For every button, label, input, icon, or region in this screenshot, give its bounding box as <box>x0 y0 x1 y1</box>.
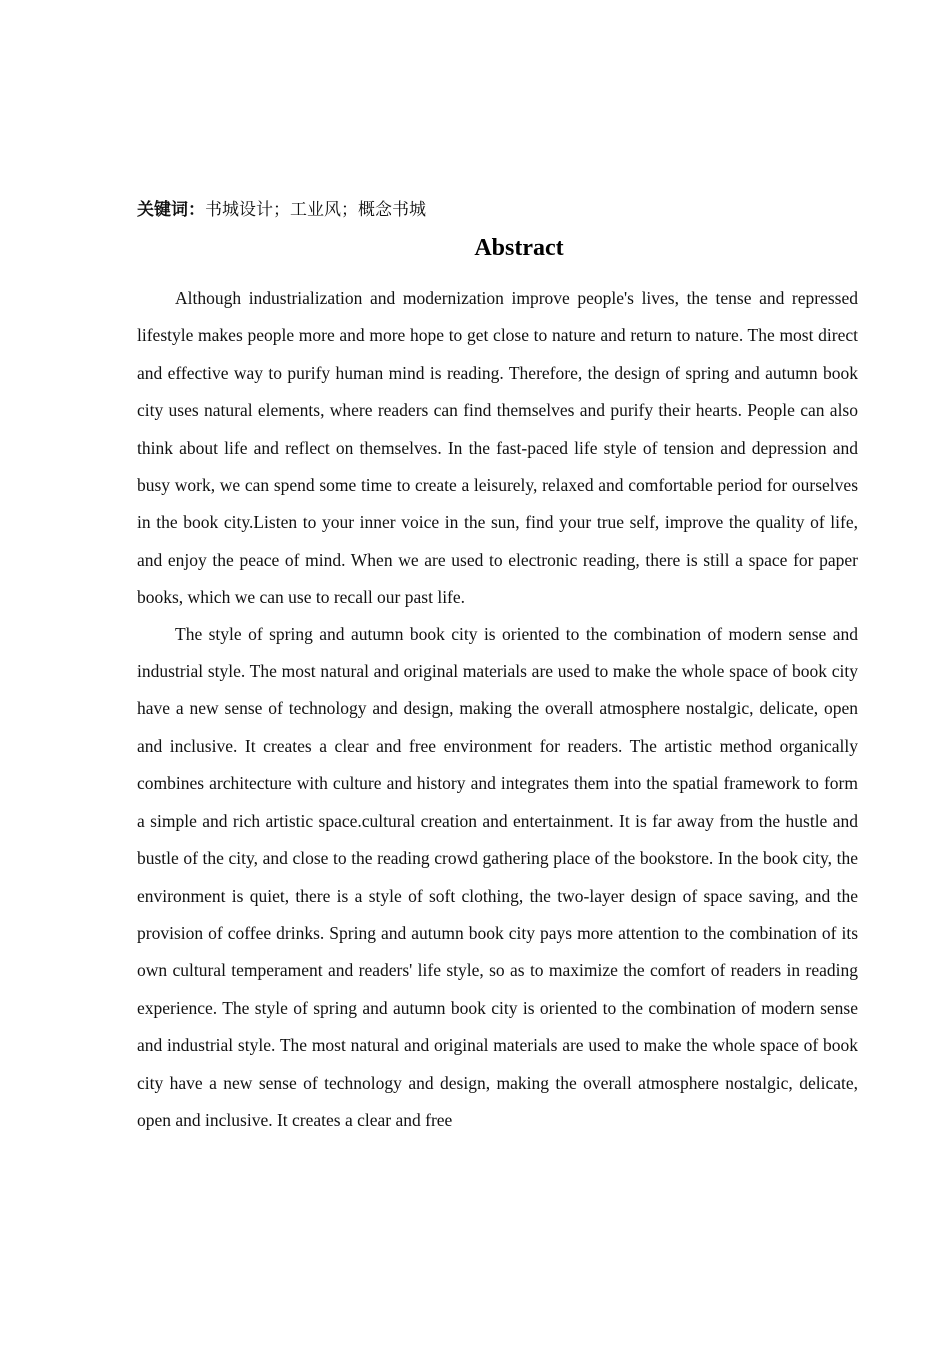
abstract-paragraph-1: Although industrialization and modernization improve people's lives, the tense and repressed lifestyle makes people more and more hope to get close to nature and return to nature. The most direct and effective way to purify human mind is reading. Therefore, the design of spring and autumn book city uses natural elements, where readers can find themselves and purify their hearts. People can also think about life and reflect on themselves. In the fast-paced life style of tension and depression and busy work, we can spend some time to create a leisurely, relaxed and comfortable period for ourselves in the book city.Listen to your inner voice in the sun, find your true self, improve the quality of life, and enjoy the peace of mind. When we are used to electronic reading, there is still a space for paper books, which we can use to recall our past life. <box>137 288 858 608</box>
keywords-line <box>137 198 426 222</box>
keywords-items: 书城设计；工业风；概念书城 <box>205 200 426 220</box>
abstract-paragraph-2: The style of spring and autumn book city is oriented to the combination of modern sense and industrial style. The most natural and original materials are used to make the whole space of book city have a new sense of technology and design, making the overall atmosphere nostalgic, delicate, open and inclusive. It creates a clear and free environment for readers. The artistic method organically combines architecture with culture and history and integrates them into the spatial framework to form a simple and rich artistic space.cultural creation and entertainment. It is far away from the hustle and bustle of the city, and close to the reading crowd gathering place of the bookstore. In the book city, the environment is quiet, there is a style of soft clothing, the two-layer design of space saving, and the provision of coffee drinks. Spring and autumn book city pays more attention to the combination of its own cultural temperament and readers' life style, so as to maximize the comfort of readers in reading experience. The style of spring and autumn book city is oriented to the combination of modern sense and industrial style. The most natural and original materials are used to make the whole space of book city have a new sense of technology and design, making the overall atmosphere nostalgic, delicate, open and inclusive. It creates a clear and free <box>137 623 858 1130</box>
abstract-title: Abstract <box>474 235 564 261</box>
keywords-label: 关键词： <box>137 200 205 220</box>
abstract-body <box>137 280 858 1139</box>
